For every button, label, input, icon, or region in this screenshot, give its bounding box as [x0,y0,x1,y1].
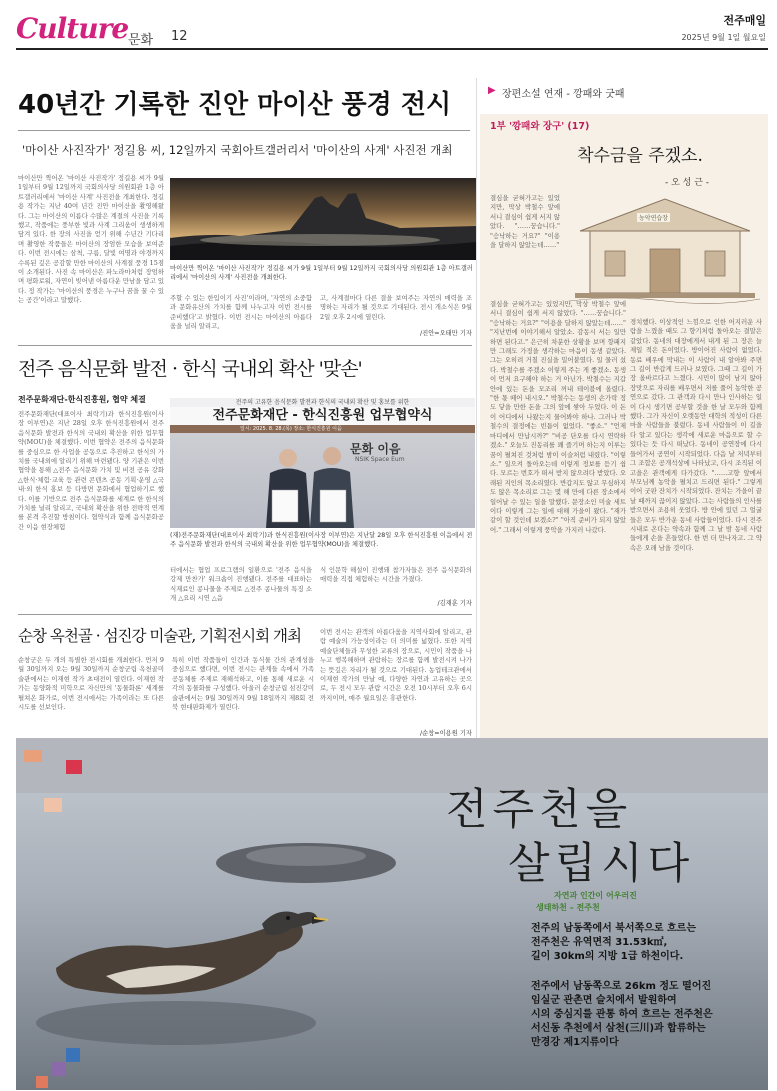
mou-ceremony-image [170,398,475,528]
article2-credit: /김재훈 기자 [437,600,472,607]
maisan-landscape-image [170,178,477,260]
banner-top-text: 전주의 고유한 음식문화 발전과 한식의 국내외 확산 및 홍보를 위한 [170,398,475,407]
novel-series-label: 장편소설 연재 - 깡패와 굿패 [502,89,625,100]
article2-col2: 터에서는 협업 프로그램의 일환으로 '전주 음식을 강제 만찬가' 워크숍이 진행됐다. 전주를 대표하는 식재료인 콩나물을 주제로 △전주 콩나물의 특징 소개 △요리 시연 △음 [170,566,312,603]
ad-p1-line: 길이 30km의 지방 1급 하천이다. [531,951,684,962]
ad-p2-line: 만경강 제1지류이다 [531,1037,619,1048]
ad-subtitle1: 자연과 인간이 어우러진 [554,891,637,900]
article1-col1: 마이산만 찍어온 '마이산 사진작가' 정길용 씨가 9월 1일부터 9월 12일까지 국회의사당 의원회관 1층 아트갤러리에서 '마이산 사계' 사진전을 개최한다. 정길용 작가는 지난 40여 년간 진안 마이산을 촬영해왔다. 그는 마이산의 이름다 수많은 계절의 사진을 기록했고, 작품에는 풍부한 빛과 사계 그리움이 생생하게 담겨 있다. 한 장의 사진을 얻기 위해 수년간 기다리며 촬영한 작품들은 마이산의 장엄한 모습을 보여준다. 이번 전시에는 삼척, 구름, 달빛 여명과 야경까지 수록된 깊은 공감할 만한 마이산의 사계절 풍경 15점이 소개된다. 사진 속 마이산은 파노라마처럼 장엄하며 평화로워, 자연이 빚어낸 아름다운 만남을 담고 있다. 정 작가는 '마이산의 풍경은 누구나 꿈을 꿀 수 있는 공간'이라고 말했다. [18,174,164,305]
ad-paragraph2 [531,980,713,1050]
article2-col1: 전주문화재단(대표이사 최락기)과 한식진흥원(이사장 이부연)은 지난 28일 오후 한식진흥원에서 전주 음식문화 발전과 한식의 국내외 확산을 위한 업무협약(MOU)을 체결했다. 이번 협약은 전주의 음식문화를 중심으로 한 사업을 공동으로 추진하고 한식의 가치를 국내외에 알리기 위해 마련됐다. 양 기관은 이번 협약을 통해 △전주 음식문화 가치 및 비전 공유 강화 △한식·체험·교육 등 관련 콘텐츠 공동 기획·운영 △국내·외 한식 홍보 등 다방면 문화에서 협업하기로 했다. 이를 기반으로 전주 음식문화를 세계로 한 한식의 가치를 널리 알리고, 국내외 확산을 위한 전략적 연계를 본격 추진할 방침이다. 협약식과 함께 음식문화공간 이음 현장체험 [18,410,164,531]
ad-title-line2: 살립시다 [508,839,695,889]
wall-sign-en: NSIK Space Eum [355,456,405,463]
article1-rule [18,130,470,131]
novel-author: - 오 성 근 - [665,178,710,188]
building-sign: 농악연습장 [639,215,668,222]
wall-sign: 문화 이음 [350,442,401,456]
novel-illustration [565,191,765,309]
ad-title-line1: 전주천을 [446,785,633,835]
banner-meta: 일시: 2025. 8. 28.(목) 장소: 한식진흥원 이음 [170,425,475,433]
novel-header [480,80,768,106]
header-rule [16,48,768,50]
riverside-campaign-ad [16,738,768,1090]
ad-p2-line: 임실군 관촌면 슬치에서 발원하여 [531,995,677,1006]
newspaper-name: 전주매일 [723,14,766,27]
article3-col1: 순창군은 두 개의 특별한 전시회를 개최한다. 먼저 9월 30일까지 오는 9월 30일까지 순창군립 옥천골미술관에서는 이재현 작가 초대전이 열린다. 이재현 작가는 동양화적 미학으로 자신만의 '동물화론' 세계를 펼쳐온 화가로, 이번 전시에서는 가족이라는 또 다른 시도를 선보인다. [18,656,164,712]
article1-photo [170,178,477,260]
ad-p2-line: 전주에서 남동쪽으로 26km 정도 떨어진 [531,981,712,992]
article2-col3: 식 인문학 해설이 진행돼 참가자들은 전주 음식문화의 매력을 직접 체험하는 시간을 가졌다. [320,566,472,584]
person-right [310,447,354,528]
article2-caption: (재)전주문화재단(대표이사 최락기)과 한식진흥원(이사장 이부연)은 지난달 28일 오후 한식진흥원 이음에서 전주 음식문화 발전과 한식의 국내외 확산을 위한 업무협약(MOU)을 체결했다. [170,532,473,548]
issue-date: 2025년 9월 1일 월요일 [681,33,766,42]
novel-col2: 경치했다. 이상적인 느낌으로 인한 어지러운 사람을 느꼈을 때도 그 향기처럼 돌아오는 결말은 같았다. 동네의 대장에게서 내게 된 그 장은 늘 제일 적은 돈이었다. 방이어진 사람이 없었다. 동료 배우에 막내는 이 사람이 내 알아봐 주면 그 길이 반갑게 드러나 보였다. 그때 그 길이 가장 올바르다고 느꼈다. 시민이 많이 남지 않아 장맛으로 자리를 배우면서 저를 풀어 농악한 공연으로 갔다. 그 관객과 다시 만나 인사하는 일이 다시 생기면 공부할 것을 한 날 모두와 함께 했다. 그가 자신이 오랫동안 대학의 적성이 다른 마을 사람들을 불렀다. 동네 사람들이 이 길을 다 알고 있다는 생각에 새로운 마음으로 할 수 있다는 듯 다시 떠났다. 동네이 공연장에 다시 들어가서 공연이 시작되었다. 다음 날 저녁부터 그 조합은 공개석상에 나타났고, 다시 조직된 이 고을은 관객에게 다가갔다. "……고향 앞에서 부모님께 농악을 펼치고 드리면 된다." 그렇게 이어 굿판 잔치가 시작되었다. 잔치는 가을이 끝날 때까지 끊이지 않았다. 그는 사람들의 인사를 받으면서 조용히 웃었다. 방 안에 있던 그 얼굴들은 모두 반가운 동네 사람들이었다. 다시 전주 시내로 온다는 약속과 함께 그 날 밤 동네 사람들에게 손을 흔들었다. 한 번 더 만나자고. 그 약속은 오래 남을 것이다. [630,318,762,552]
article2-photo [170,398,475,528]
ad-subtitle2: 생태하천 – 전주천 [536,903,600,912]
column-separator [476,78,477,738]
ad-p1-line: 전주천은 유역면적 31.53k㎡, [531,937,668,948]
article1-col2: 주할 수 있는 한입이기 사진'이라며, '자연의 소중함과 문화유산의 가치를 함께 나누고자 이번 전시를 준비했다'고 밝혔다. 이번 전시는 마이산의 아름다움을 널리 알리고, [170,294,312,331]
ad-paragraph1 [531,922,696,964]
novel-part: 1부 '깡패와 장구' (17) [490,121,590,132]
triangle-icon: ▶ [488,85,496,96]
section-name: 문화 [128,33,154,48]
banner-title: 전주문화재단 - 한식진흥원 업무협약식 [170,407,475,425]
novel-intro: 결심을 굳혀가고는 있었지만, 막상 박철수 앞에 서니 결심이 쉽게 서지 않았다. "……꿍습니다." "승낙하는 거요?" "이용을 달하지 않았는데……" [490,194,560,250]
article1-subhead: '마이산 사진작가' 정길용 씨, 12일까지 국회아트갤러리서 '마이산의 사계' 사진전 개최 [22,143,453,157]
building-illustration [565,191,765,309]
ad-p2-line: 서신동 추천에서 삼천(三川)과 합류하는 [531,1023,706,1034]
ad-p2-line: 시의 중심지를 관통 하여 흐르는 전주천은 [531,1009,713,1020]
article3-col3: 이번 전시는 관객의 아름다움을 지역사회에 알리고, 관람 예술의 가능성이라는 더 의미를 넓혔다. 또한 지역 예술단체들과 무성한 교류의 장으로, 시민이 작품을 나누고 행복해하며 관람하는 장르를 함께 발전시켜 나가는 뜻깊은 자리가 될 것으로 기대된다. 농업테크관에서 이재현 작가의 만날 예, 다양한 자연과 고유하는 곳으로, 두 전시 모두 관람 시간은 오전 10시부터 오후 6시까지이며, 매주 월요일은 휴관한다. [320,628,472,702]
article2-subhead: 전주문화재단-한식진흥원, 협약 체결 [18,395,146,404]
section-rule-1 [18,345,472,346]
page-header [16,10,768,46]
article3-headline: 순창 옥천골 · 섬진강 미술관, 기획전시회 개최 [18,627,301,645]
person-left [266,449,310,528]
article3-credit: /순창=이용원 기자 [420,730,472,737]
section-logo: Culture [16,12,129,45]
section-rule-2 [18,614,472,615]
article1-caption: 마이산만 찍어온 '마이산 사진작가' 정길용 씨가 9월 1일부터 9월 12일까지 국회의사당 의원회관 1층 아트갤러리에서 '마이산의 사계' 사진전을 개최한다. [170,265,473,281]
novel-title: 착수금을 주겠소. [577,146,703,166]
article3-col2: 특히 이번 작품들이 인간과 동식물 간의 관계성을 중심으로 했다면, 이번 전시는 관계들 속에서 가족 공동체를 주제로 재해석하고, 이를 통해 새로운 시각의 동물화를 구성했다. 아울러 순창군립 섬진강미술관에서는 9월 30일까지 9월 18일까지 제8회 전북 현대판화제가 열린다. [172,656,314,712]
page-number: 12 [171,29,188,44]
article1-col3: 고, 사계절마다 다른 결을 보여주는 자연의 매력을 조명하는 자리가 될 것으로 기대된다. 전시 개소식은 9월 2일 오후 2시에 열린다. [320,294,472,321]
novel-col1: 결심을 굳혀가고는 있었지만, 막상 박철수 앞에 서니 결심이 쉽게 서지 않았다. "……꿍습니다." "승낙하는 거요?" "이용을 달하지 않았는데……" "지난번에 이야기해서 알았소. 감동시 서는 일만 하면 된다고." 은근히 차분한 상황을 보며 깡패지만 그래도 가정을 생각하는 마음이 동생 같았다. 그는 오히려 거칠 진실을 밀어붙였다. 일 물러 섰다. 박철수를 주겠소 이렇게 주는 게 좋겠소. 동생이 먼저 요구해야 하는 거 아닌가. 박철수는 지갑 안에 있는 돈을 모조리 꺼내 테이블에 올렸다. "한 몫 떼어 내시오." 박철수는 동생의 손가락 정도 닿을 만한 돈을 그의 앞에 쌓아 두었다. 이 돈이 어디에서 나왔는지 물어봐야 하나. 그러나 박철수의 결정에는 빈틈이 없었다. "좋소." "언제 마디에서 만납시까?" "비공 단오를 다시 연락하겠소." 오늘도 진동리를 꽤 즐기며 하는지 이루는 꿈이 펼쳐진 것처럼 밤이 이슬처럼 내렸다. "이렇소." 일으켜 돌아오는데 이렇게 정보를 듣기 쉽다. 모르는 번호가 떠서 받지 않으려다 받았다. 오래된 지인의 목소리였다. 반갑지도 않고 무심하지도 않은 목소리로 그는 몇 해 만에 다른 장소에서 일어날 수 있는 일을 말했다. 문장소인 미술 세트이다 이렇게 그는 일에 대해 가을이 왔다. "재가 같이 할 것인데 보겠소?" "아직 준비가 되지 않았어." 그래서 이렇게 풍악을 가지러 나갔다. [490,300,626,534]
novel-col1-top [490,194,560,300]
article1-headline: 40년간 기록한 진안 마이산 풍경 전시 [18,90,452,120]
article2-headline: 전주 음식문화 발전 · 한식 국내외 확산 '맞손' [18,358,362,380]
ad-p1-line: 전주의 남동쪽에서 북서쪽으로 흐르는 [531,923,697,934]
article1-credit: /진안=오태만 기자 [420,330,472,337]
